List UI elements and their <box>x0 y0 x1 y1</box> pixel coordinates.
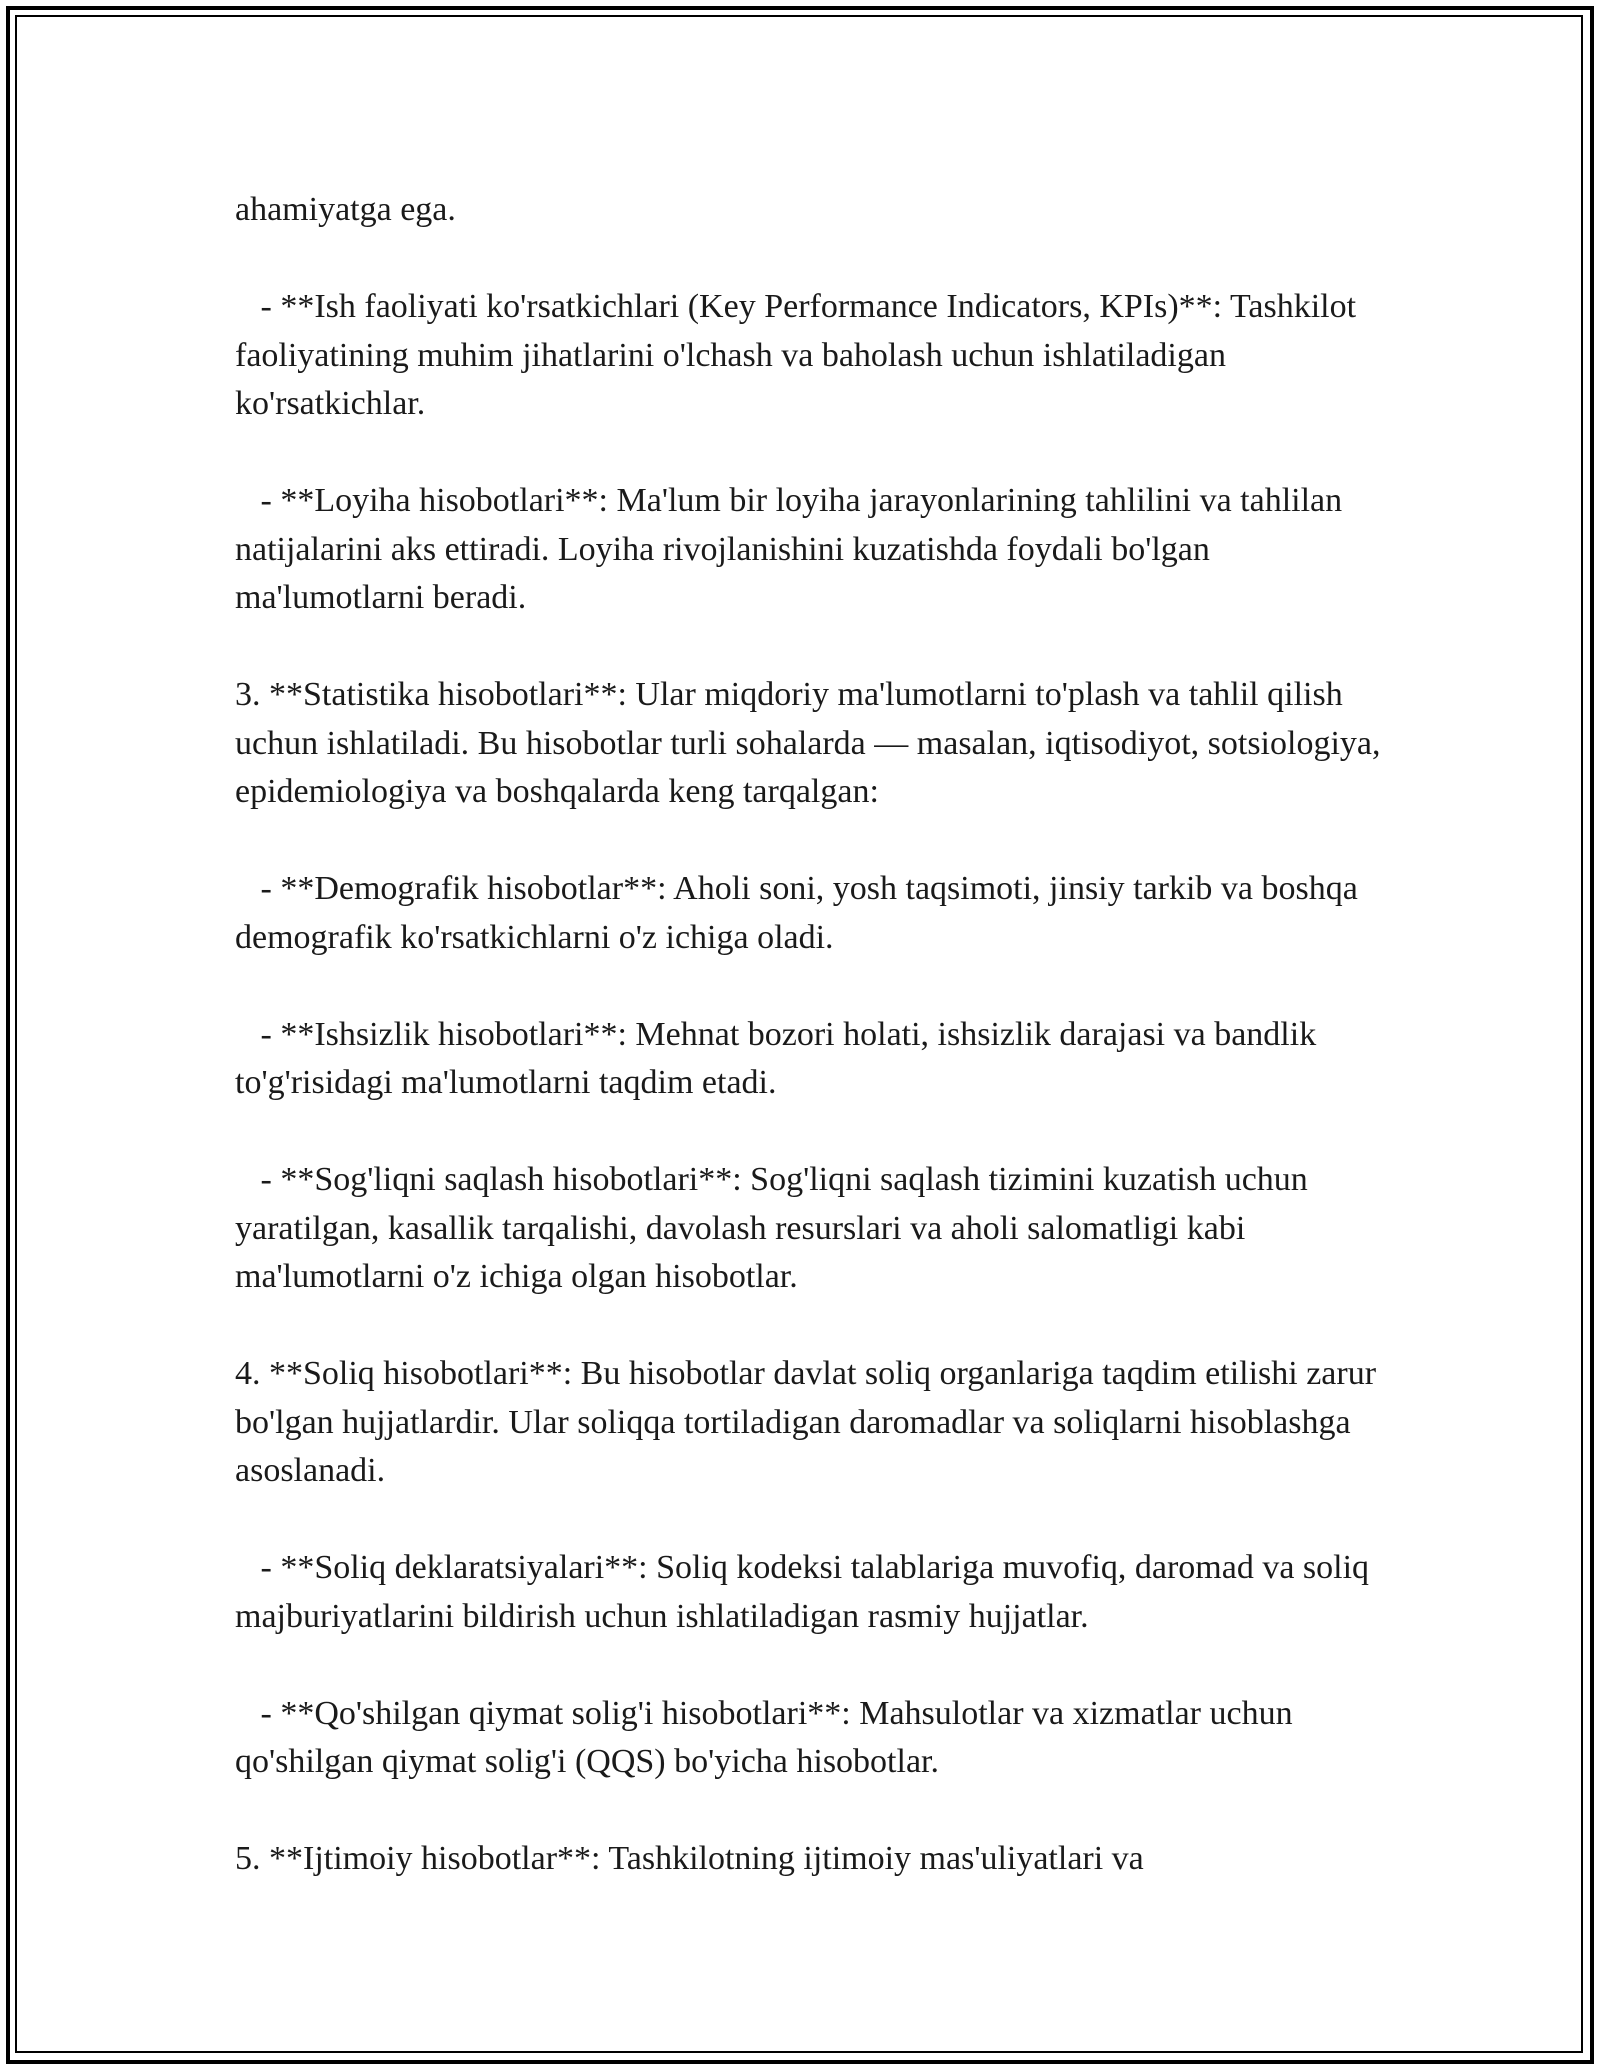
paragraph-soliq-deklaratsiyalari: - **Soliq deklaratsiyalari**: Soliq kodeksi talablariga muvofiq, daromad va soliq majburiyatlarini bildirish uchun ishlatiladigan rasmiy hujjatlar. <box>235 1549 1378 1635</box>
paragraph-qqs-hisobotlari: - **Qo'shilgan qiymat solig'i hisobotlari**: Mahsulotlar va xizmatlar uchun qo'shilgan qiymat solig'i (QQS) bo'yicha hisobotlar. <box>235 1694 1302 1780</box>
paragraph-kpi: - **Ish faoliyati ko'rsatkichlari (Key Performance Indicators, KPIs)**: Tashkilot faoliyatining muhim jihatlarini o'lchash va baholash uchun ishlatiladigan ko'rsatkichlar. <box>235 288 1365 422</box>
paragraph-soliq-hisobotlari: 4. **Soliq hisobotlari**: Bu hisobotlar davlat soliq organlariga taqdim etilishi zarur bo'lgan hujjatlardir. Ular soliqqa tortiladigan daromadlar va soliqlarni hisoblashga asoslanadi. <box>235 1355 1385 1489</box>
document-body <box>235 186 1389 1884</box>
paragraph-demografik-hisobotlar: - **Demografik hisobotlar**: Aholi soni, yosh taqsimoti, jinsiy tarkib va boshqa demografik ko'rsatkichlarni o'z ichiga oladi. <box>235 870 1367 956</box>
paragraph-sogliqni-saqlash: - **Sog'liqni saqlash hisobotlari**: Sog'liqni saqlash tizimini kuzatish uchun yaratilgan, kasallik tarqalishi, davolash resurslari va aholi salomatligi kabi ma'lumotlarni o'z ichiga olgan hisobotlar. <box>235 1161 1317 1295</box>
paragraph-loyiha-hisobotlari: - **Loyiha hisobotlari**: Ma'lum bir loyiha jarayonlarining tahlilini va tahlilan natijalarini aks ettiradi. Loyiha rivojlanishini kuzatishda foydali bo'lgan ma'lumotlarni beradi. <box>235 482 1351 616</box>
paragraph-statistika-hisobotlari: 3. **Statistika hisobotlari**: Ular miqdoriy ma'lumotlarni to'plash va tahlil qilish uchun ishlatiladi. Bu hisobotlar turli sohalarda — masalan, iqtisodiyot, sotsiologiya, epidemiologiya va boshqalarda keng tarqalgan: <box>235 676 1389 810</box>
paragraph-ishsizlik-hisobotlari: - **Ishsizlik hisobotlari**: Mehnat bozori holati, ishsizlik darajasi va bandlik to'g'risidagi ma'lumotlarni taqdim etadi. <box>235 1015 1325 1101</box>
paragraph-ahamiyatga: ahamiyatga ega. <box>235 191 456 228</box>
paragraph-ijtimoiy-hisobotlar: 5. **Ijtimoiy hisobotlar**: Tashkilotning ijtimoiy mas'uliyatlari va <box>235 1840 1144 1877</box>
